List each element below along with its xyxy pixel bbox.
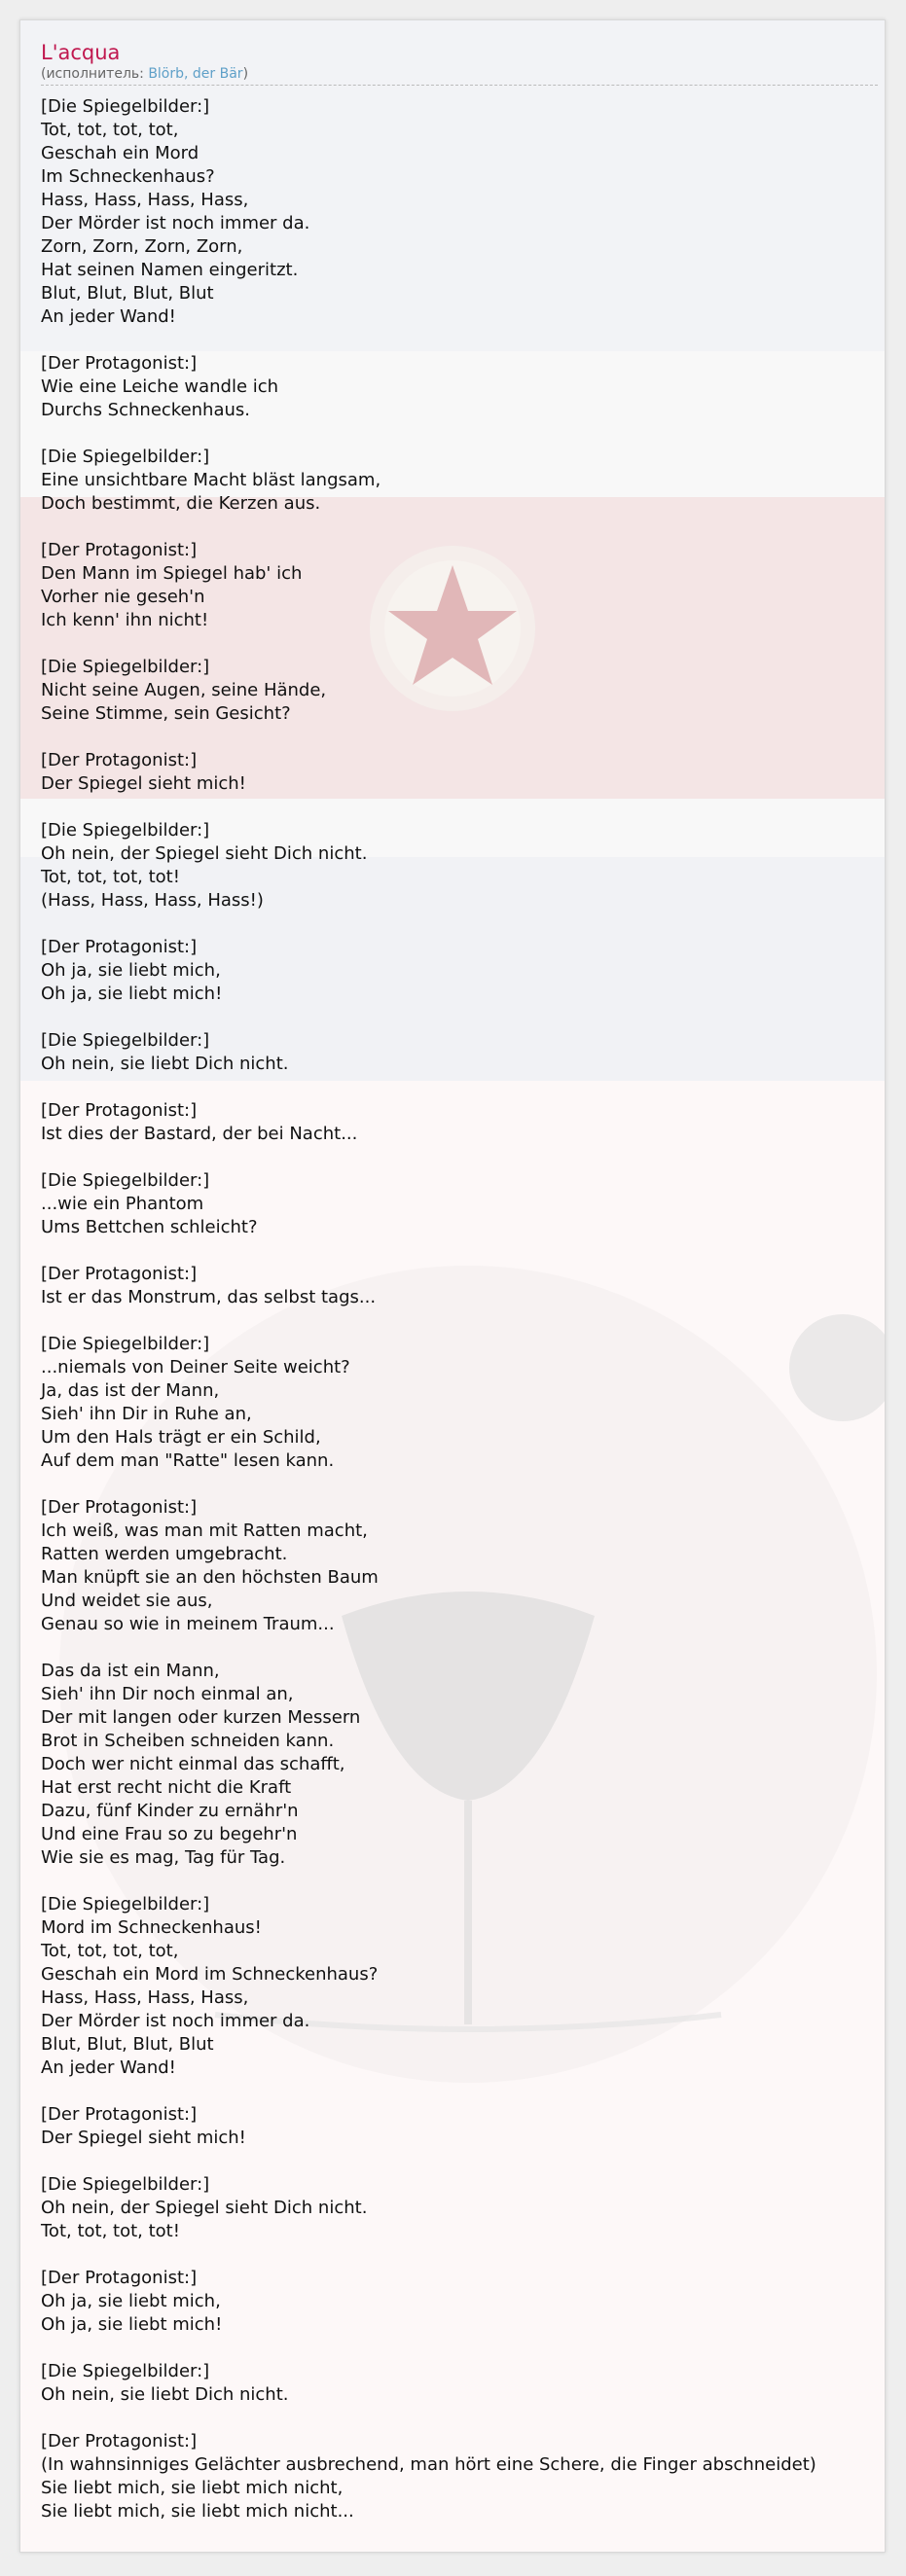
lyric-line: Der mit langen oder kurzen Messern — [41, 1707, 361, 1728]
lyric-line: Eine unsichtbare Macht bläst langsam, — [41, 470, 381, 490]
lyric-line: [Die Spiegelbilder:] — [41, 657, 210, 677]
lyric-line: [Die Spiegelbilder:] — [41, 1030, 210, 1051]
lyric-line: Tot, tot, tot, tot! — [41, 2221, 180, 2241]
lyric-line: Oh ja, sie liebt mich! — [41, 984, 223, 1004]
artist-link[interactable]: Blörb, der Bär — [148, 66, 243, 82]
lyric-line: Vorher nie geseh'n — [41, 587, 205, 607]
lyric-line: ...niemals von Deiner Seite weicht? — [41, 1357, 350, 1377]
lyric-line: [Die Spiegelbilder:] — [41, 96, 210, 117]
lyric-line: Der Spiegel sieht mich! — [41, 2128, 246, 2148]
lyric-line: Hass, Hass, Hass, Hass, — [41, 1987, 249, 2008]
lyric-blank-line — [41, 2337, 878, 2360]
lyric-line: Oh ja, sie liebt mich! — [41, 2314, 223, 2335]
lyric-line: Der Mörder ist noch immer da. — [41, 2011, 310, 2031]
lyric-line: Brot in Scheiben schneiden kann. — [41, 1731, 335, 1751]
lyric-line: [Der Protagonist:] — [41, 353, 198, 374]
song-content — [41, 40, 878, 2523]
lyric-line: Auf dem man "Ratte" lesen kann. — [41, 1450, 335, 1471]
lyric-line: Blut, Blut, Blut, Blut — [41, 283, 214, 304]
lyric-line: Oh nein, sie liebt Dich nicht. — [41, 2384, 289, 2405]
lyric-line: Man knüpft sie an den höchsten Baum — [41, 1567, 379, 1588]
lyrics-text — [41, 95, 878, 2523]
lyric-line: Genau so wie in meinem Traum... — [41, 1614, 335, 1634]
lyric-line: [Die Spiegelbilder:] — [41, 820, 210, 841]
lyric-line: An jeder Wand! — [41, 2057, 176, 2078]
lyric-blank-line — [41, 1076, 878, 1099]
lyric-line: [Der Protagonist:] — [41, 2431, 198, 2451]
lyric-line: Der Mörder ist noch immer da. — [41, 213, 310, 233]
lyric-line: Oh nein, sie liebt Dich nicht. — [41, 1054, 289, 1074]
lyric-line: Blut, Blut, Blut, Blut — [41, 2034, 214, 2055]
lyric-line: Tot, tot, tot, tot, — [41, 120, 179, 140]
lyric-line: Ist er das Monstrum, das selbst tags... — [41, 1287, 377, 1307]
lyric-line: Ja, das ist der Mann, — [41, 1380, 220, 1401]
lyric-blank-line — [41, 1309, 878, 1333]
lyric-line: Das da ist ein Mann, — [41, 1661, 220, 1681]
lyric-line: [Der Protagonist:] — [41, 937, 198, 957]
lyric-line: [Der Protagonist:] — [41, 1497, 198, 1518]
lyric-blank-line — [41, 912, 878, 936]
lyric-line: Nicht seine Augen, seine Hände, — [41, 680, 327, 700]
lyric-line: Dazu, fünf Kinder zu ernähr'n — [41, 1801, 299, 1821]
lyric-line: Ist dies der Bastard, der bei Nacht... — [41, 1124, 358, 1144]
lyric-line: Geschah ein Mord — [41, 143, 199, 163]
lyric-line: Sieh' ihn Dir in Ruhe an, — [41, 1404, 252, 1424]
lyric-line: Hass, Hass, Hass, Hass, — [41, 190, 249, 210]
lyric-line: Oh nein, der Spiegel sieht Dich nicht. — [41, 843, 368, 864]
lyric-line: Sie liebt mich, sie liebt mich nicht, — [41, 2478, 344, 2498]
lyric-blank-line — [41, 1146, 878, 1169]
lyric-line: Hat erst recht nicht die Kraft — [41, 1777, 292, 1798]
lyric-line: Oh ja, sie liebt mich, — [41, 2291, 221, 2311]
lyric-line: [Die Spiegelbilder:] — [41, 1170, 210, 1191]
lyric-line: Oh ja, sie liebt mich, — [41, 960, 221, 981]
lyric-blank-line — [41, 726, 878, 749]
lyric-line: [Der Protagonist:] — [41, 2104, 198, 2125]
lyric-blank-line — [41, 1870, 878, 1893]
lyric-blank-line — [41, 329, 878, 352]
lyric-blank-line — [41, 2150, 878, 2173]
lyric-blank-line — [41, 516, 878, 539]
lyric-blank-line — [41, 1636, 878, 1660]
lyric-line: Im Schneckenhaus? — [41, 166, 215, 187]
lyric-blank-line — [41, 1239, 878, 1263]
lyric-line: Geschah ein Mord im Schneckenhaus? — [41, 1964, 379, 1985]
lyric-line: Ums Bettchen schleicht? — [41, 1217, 258, 1237]
lyric-line: [Der Protagonist:] — [41, 540, 198, 560]
lyric-line: Doch bestimmt, die Kerzen aus. — [41, 493, 321, 514]
lyric-line: [Die Spiegelbilder:] — [41, 1894, 210, 1914]
lyric-line: Oh nein, der Spiegel sieht Dich nicht. — [41, 2198, 368, 2218]
lyric-line: [Die Spiegelbilder:] — [41, 1334, 210, 1354]
lyric-blank-line — [41, 1006, 878, 1029]
lyric-line: [Der Protagonist:] — [41, 1264, 198, 1284]
lyric-line: [Die Spiegelbilder:] — [41, 2174, 210, 2195]
lyric-line: Der Spiegel sieht mich! — [41, 773, 246, 794]
lyric-line: Wie eine Leiche wandle ich — [41, 376, 279, 397]
lyric-line: Ratten werden umgebracht. — [41, 1544, 288, 1564]
lyric-blank-line — [41, 2243, 878, 2267]
lyric-blank-line — [41, 632, 878, 656]
lyric-blank-line — [41, 2080, 878, 2103]
lyric-line: ...wie ein Phantom — [41, 1194, 204, 1214]
lyric-line: Tot, tot, tot, tot, — [41, 1941, 179, 1961]
lyric-blank-line — [41, 796, 878, 819]
lyric-line: Sie liebt mich, sie liebt mich nicht... — [41, 2501, 354, 2522]
artist-suffix: ) — [242, 66, 249, 82]
lyrics-card — [19, 19, 886, 2553]
lyric-line: (Hass, Hass, Hass, Hass!) — [41, 890, 264, 911]
artist-prefix: (исполнитель: — [41, 66, 149, 82]
lyric-line: Mord im Schneckenhaus! — [41, 1917, 262, 1938]
lyric-line: Um den Hals trägt er ein Schild, — [41, 1427, 321, 1448]
lyric-line: Den Mann im Spiegel hab' ich — [41, 563, 303, 584]
lyric-line: Wie sie es mag, Tag für Tag. — [41, 1847, 286, 1868]
lyric-line: Tot, tot, tot, tot! — [41, 867, 180, 887]
lyric-line: Sieh' ihn Dir noch einmal an, — [41, 1684, 294, 1704]
lyric-line: Hat seinen Namen eingeritzt. — [41, 260, 299, 280]
lyric-line: (In wahnsinniges Gelächter ausbrechend, man hört eine Schere, die Finger abschneidet) — [41, 2454, 816, 2475]
artist-line — [41, 65, 878, 86]
lyric-line: Zorn, Zorn, Zorn, Zorn, — [41, 236, 243, 257]
lyric-line: [Der Protagonist:] — [41, 750, 198, 770]
lyric-line: Doch wer nicht einmal das schafft, — [41, 1754, 345, 1774]
lyric-line: [Die Spiegelbilder:] — [41, 2361, 210, 2381]
lyric-line: [Der Protagonist:] — [41, 2268, 198, 2288]
lyric-line: Und eine Frau so zu begehr'n — [41, 1824, 298, 1844]
lyric-blank-line — [41, 2407, 878, 2430]
lyric-line: [Die Spiegelbilder:] — [41, 447, 210, 467]
lyric-blank-line — [41, 1473, 878, 1496]
lyric-blank-line — [41, 422, 878, 446]
lyric-line: Ich weiß, was man mit Ratten macht, — [41, 1521, 368, 1541]
lyric-line: [Der Protagonist:] — [41, 1100, 198, 1121]
lyric-line: Ich kenn' ihn nicht! — [41, 610, 209, 630]
song-title: L'acqua — [41, 41, 121, 64]
lyric-line: An jeder Wand! — [41, 306, 176, 327]
lyric-line: Durchs Schneckenhaus. — [41, 400, 250, 420]
lyric-line: Und weidet sie aus, — [41, 1591, 213, 1611]
lyric-line: Seine Stimme, sein Gesicht? — [41, 703, 291, 724]
